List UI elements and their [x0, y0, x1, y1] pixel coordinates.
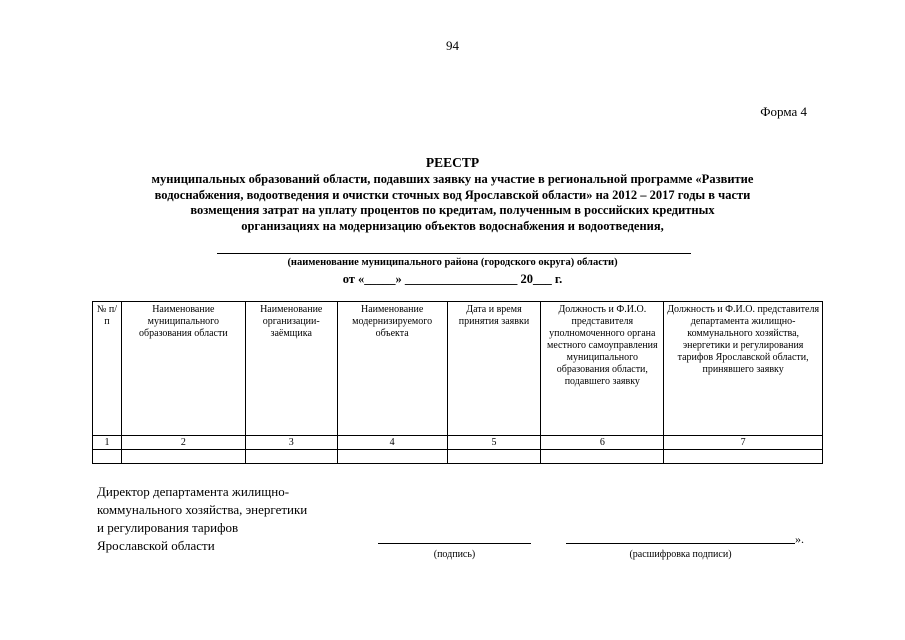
header-cell: Наименование организации-заёмщика [245, 302, 337, 436]
empty-cell [121, 450, 245, 464]
header-cell: Дата и время принятия заявки [447, 302, 541, 436]
date-line: от «_____» __________________ 20___ г. [342, 272, 563, 286]
header-cell: Должность и Ф.И.О. представителя уполномоченного органа местного самоуправления муниципального образования области, подавшего заявку [541, 302, 664, 436]
signatory-line: коммунального хозяйства, энергетики [97, 502, 308, 517]
column-number: 2 [121, 436, 245, 450]
closing-quote: ». [795, 532, 804, 546]
subtitle-line: организациях на модернизацию объектов водоснабжения и водоотведения, [241, 218, 664, 233]
table-row [93, 450, 823, 464]
page-number: 94 [446, 38, 459, 53]
subtitle-line: муниципальных образований области, подавших заявку на участие в региональной программе «Развитие [151, 172, 754, 186]
signature-decode-caption: (расшифровка подписи) [629, 549, 732, 560]
header-cell: Должность и Ф.И.О. представителя департамента жилищно-коммунального хозяйства, энергетики и регулирования тарифов Ярославской области, принявшего заявку [664, 302, 823, 436]
document-title: РЕЕСТР [425, 155, 480, 170]
signature-line [378, 543, 531, 544]
column-number: 3 [245, 436, 337, 450]
subtitle-line: возмещения затрат на уплату процентов по кредитам, полученным в российских кредитных [190, 203, 715, 217]
registry-table [92, 301, 823, 464]
table-header-row [93, 302, 823, 436]
empty-cell [664, 450, 823, 464]
empty-cell [541, 450, 664, 464]
column-number-row [93, 436, 823, 450]
empty-cell [245, 450, 337, 464]
header-cell: Наименование муниципального образования области [121, 302, 245, 436]
empty-cell [93, 450, 122, 464]
signature-caption: (подпись) [433, 549, 476, 560]
signatory-line: и регулирования тарифов [97, 520, 239, 535]
document-subtitle [60, 172, 845, 234]
empty-cell [447, 450, 541, 464]
signature-decode-line [566, 543, 795, 544]
signatory-position [97, 483, 307, 555]
header-cell: № п/п [93, 302, 122, 436]
column-number: 6 [541, 436, 664, 450]
column-number: 5 [447, 436, 541, 450]
subtitle-line: водоснабжения, водоотведения и очистки сточных вод Ярославской области» на 2012 – 2017 годы в части [154, 187, 751, 202]
form-label: Форма 4 [760, 104, 807, 119]
header-cell: Наименование модернизируемого объекта [337, 302, 447, 436]
signatory-line: Директор департамента жилищно- [97, 484, 290, 499]
column-number: 1 [93, 436, 122, 450]
column-number: 7 [664, 436, 823, 450]
district-caption: (наименование муниципального района (городского округа) области) [287, 257, 618, 268]
empty-cell [337, 450, 447, 464]
district-fill-line [217, 253, 691, 254]
signatory-line: Ярославской области [97, 538, 215, 553]
column-number: 4 [337, 436, 447, 450]
